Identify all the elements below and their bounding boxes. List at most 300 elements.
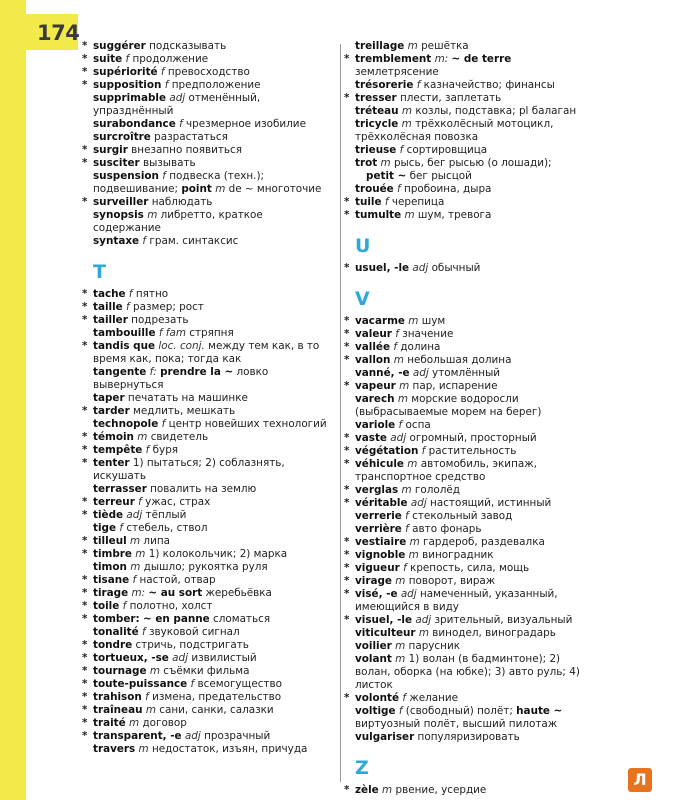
dictionary-entry bbox=[82, 613, 327, 626]
grammar-label: m bbox=[404, 209, 415, 221]
headword: verrière bbox=[355, 523, 402, 535]
grammar-label: adj bbox=[169, 92, 186, 104]
translation: звуковой сигнал bbox=[148, 626, 240, 638]
dictionary-entry bbox=[344, 53, 590, 79]
headword: verrerie bbox=[355, 510, 402, 522]
headword: virage bbox=[355, 575, 392, 587]
translation: измена, предательство bbox=[152, 691, 282, 703]
grammar-label: m bbox=[418, 627, 429, 639]
translation: 1) колокольчик; 2) марка bbox=[148, 548, 288, 560]
headword: tumulte bbox=[355, 209, 402, 221]
translation: грам. синтаксис bbox=[149, 235, 239, 247]
section-letter: V bbox=[355, 288, 370, 310]
headword: terrasser bbox=[93, 483, 147, 495]
translation: казначейство; финансы bbox=[423, 79, 555, 91]
dictionary-entry bbox=[344, 118, 590, 144]
phrase: ~ en panne bbox=[143, 613, 210, 625]
translation: автомобиль, экипаж, транспортное средство bbox=[355, 458, 537, 483]
translation: тёплый bbox=[145, 509, 187, 521]
headword: taille bbox=[93, 301, 123, 313]
grammar-label: f bbox=[416, 79, 421, 91]
dictionary-entry bbox=[344, 380, 590, 393]
dictionary-entry bbox=[344, 432, 590, 445]
headword: treillage bbox=[355, 40, 405, 52]
translation: извилистый bbox=[191, 652, 257, 664]
dictionary-entry bbox=[344, 341, 590, 354]
headword: travers bbox=[93, 743, 136, 755]
headword: timbre bbox=[93, 548, 132, 560]
translation: внезапно появиться bbox=[131, 144, 243, 156]
translation: сломаться bbox=[213, 613, 271, 625]
headword: usuel, -le bbox=[355, 262, 410, 274]
headword: viticulteur bbox=[355, 627, 416, 639]
grammar-label: m bbox=[409, 536, 420, 548]
dictionary-entry bbox=[82, 92, 327, 118]
translation: чрезмерное изобилие bbox=[186, 118, 306, 130]
translation: жеребьёвка bbox=[205, 587, 272, 599]
grammar-label: f bbox=[398, 419, 403, 431]
translation: рвение, усердие bbox=[395, 784, 487, 796]
headword: tortueux, -se bbox=[93, 652, 169, 664]
headword: suspension bbox=[93, 170, 159, 182]
headword: tirage bbox=[93, 587, 129, 599]
translation: оспа bbox=[405, 419, 431, 431]
translation: значение bbox=[402, 328, 454, 340]
translation: популяризировать bbox=[417, 731, 520, 743]
translation: козлы, подставка; pl балаган bbox=[415, 105, 577, 117]
dictionary-entry bbox=[82, 209, 327, 235]
dictionary-entry bbox=[344, 614, 590, 627]
dictionary-entry bbox=[344, 510, 590, 523]
translation: разрастаться bbox=[154, 131, 228, 143]
dictionary-entry bbox=[82, 574, 327, 587]
dictionary-entry bbox=[344, 209, 590, 222]
translation: виноградник bbox=[422, 549, 494, 561]
dictionary-entry bbox=[82, 53, 327, 66]
headword: tailler bbox=[93, 314, 128, 326]
dictionary-entry bbox=[344, 536, 590, 549]
grammar-label: m bbox=[397, 393, 408, 405]
dictionary-entry bbox=[344, 784, 590, 797]
dictionary-entry bbox=[82, 327, 327, 340]
headword: vacarme bbox=[355, 315, 405, 327]
grammar-label: m bbox=[130, 561, 141, 573]
headword: tige bbox=[93, 522, 117, 534]
translation: поворот, вираж bbox=[408, 575, 496, 587]
section-letter: U bbox=[355, 235, 371, 257]
translation: гололёд bbox=[414, 484, 460, 496]
headword: supériorité bbox=[93, 66, 158, 78]
dictionary-entry bbox=[344, 731, 590, 744]
grammar-label: adj bbox=[400, 588, 417, 600]
headword: tricycle bbox=[355, 118, 399, 130]
headword: vallée bbox=[355, 341, 391, 353]
dictionary-entry bbox=[344, 144, 590, 157]
headword: suite bbox=[93, 53, 123, 65]
grammar-label: f bbox=[405, 523, 409, 535]
dictionary-entry bbox=[82, 652, 327, 665]
grammar-label: m bbox=[145, 704, 156, 716]
headword: volonté bbox=[355, 692, 400, 704]
headword: volant bbox=[355, 653, 392, 665]
translation: прозрачный bbox=[204, 730, 271, 742]
translation: свидетель bbox=[150, 431, 209, 443]
dictionary-entry bbox=[344, 484, 590, 497]
grammar-label: f bbox=[402, 692, 407, 704]
headword: zèle bbox=[355, 784, 379, 796]
dictionary-entry bbox=[82, 157, 327, 170]
grammar-label: m bbox=[395, 653, 406, 665]
translation: настоящий, истинный bbox=[430, 497, 552, 509]
dictionary-entry bbox=[82, 626, 327, 639]
dictionary-entry bbox=[82, 235, 327, 248]
translation: либретто, краткое содержание bbox=[93, 209, 263, 234]
headword: tisane bbox=[93, 574, 130, 586]
translation: желание bbox=[409, 692, 459, 704]
headword: vignoble bbox=[355, 549, 406, 561]
translation: растительность bbox=[428, 445, 517, 457]
dictionary-entry bbox=[82, 418, 327, 431]
dictionary-entry bbox=[82, 704, 327, 717]
translation: стричь, подстригать bbox=[135, 639, 249, 651]
grammar-label: m bbox=[138, 743, 149, 755]
grammar-label: f bbox=[395, 328, 399, 340]
headword: voltige bbox=[355, 705, 396, 717]
grammar-label: f bbox=[164, 79, 169, 91]
grammar-label: f bbox=[399, 144, 404, 156]
translation: намеченный, указанный, имеющийся в виду bbox=[355, 588, 558, 613]
dictionary-entry bbox=[82, 509, 327, 522]
dictionary-entry bbox=[82, 340, 327, 366]
headword: terreur bbox=[93, 496, 135, 508]
dictionary-entry bbox=[344, 40, 590, 53]
dictionary-entry bbox=[344, 328, 590, 341]
dictionary-entry bbox=[344, 523, 590, 536]
dictionary-entry bbox=[82, 301, 327, 314]
headword: voilier bbox=[355, 640, 392, 652]
grammar-label: loc. conj. bbox=[158, 340, 205, 352]
dictionary-entry bbox=[82, 665, 327, 678]
translation: рысь, бег рысью (о лошади); bbox=[393, 157, 552, 169]
headword: tremblement bbox=[355, 53, 432, 65]
dictionary-entry bbox=[82, 639, 327, 652]
dictionary-entry bbox=[82, 392, 327, 405]
dictionary-entry bbox=[82, 431, 327, 444]
grammar-label: f bbox=[125, 53, 130, 65]
dictionary-entry bbox=[344, 315, 590, 328]
grammar-label: f bbox=[393, 341, 397, 353]
dictionary-entry bbox=[82, 522, 327, 535]
headword: trésorerie bbox=[355, 79, 414, 91]
grammar-label: m bbox=[382, 784, 393, 796]
headword: tache bbox=[93, 288, 126, 300]
dictionary-entry bbox=[82, 405, 327, 418]
headword: taper bbox=[93, 392, 125, 404]
headword: tarder bbox=[93, 405, 130, 417]
translation: плести, заплетать bbox=[400, 92, 502, 104]
grammar-label: f bbox=[119, 522, 123, 534]
grammar-label: adj bbox=[172, 652, 189, 664]
translation: отменённый, упразднённый bbox=[93, 92, 261, 117]
headword: tréteau bbox=[355, 105, 399, 117]
phrase: point bbox=[181, 183, 212, 195]
dictionary-entry bbox=[344, 575, 590, 588]
translation: пробоина, дыра bbox=[404, 183, 492, 195]
column-divider bbox=[340, 44, 341, 782]
dictionary-entry bbox=[82, 561, 327, 574]
grammar-label: f bbox=[405, 510, 409, 522]
headword: vulgariser bbox=[355, 731, 415, 743]
dictionary-entry bbox=[344, 705, 590, 731]
grammar-label: m bbox=[215, 183, 226, 195]
translation: пар, испарение bbox=[412, 380, 498, 392]
dictionary-entry bbox=[82, 288, 327, 301]
headword: surgir bbox=[93, 144, 128, 156]
dictionary-entry bbox=[344, 157, 590, 170]
dictionary-entry bbox=[344, 445, 590, 458]
grammar-label: adj bbox=[415, 614, 432, 626]
grammar-label: m bbox=[129, 717, 140, 729]
headword: petit ~ bbox=[366, 170, 407, 182]
translation: буря bbox=[152, 444, 179, 456]
dictionary-entry bbox=[82, 366, 327, 392]
headword: traité bbox=[93, 717, 126, 729]
headword: vanné, -e bbox=[355, 367, 410, 379]
grammar-label: f bbox=[145, 444, 150, 456]
dictionary-entry bbox=[344, 627, 590, 640]
grammar-label: m bbox=[408, 315, 419, 327]
translation: 1) волан (в бадминтоне); 2) волан, оборка (на юбке); 3) авто руль; 4) листок bbox=[355, 653, 580, 691]
grammar-label: f bbox=[122, 600, 127, 612]
headword: susciter bbox=[93, 157, 140, 169]
headword: trahison bbox=[93, 691, 142, 703]
dictionary-entry bbox=[344, 458, 590, 484]
headword: végétation bbox=[355, 445, 419, 457]
translation: виртуозный полёт, высший пилотаж bbox=[355, 718, 558, 730]
translation: вызывать bbox=[142, 157, 196, 169]
translation: огромный, просторный bbox=[409, 432, 537, 444]
dictionary-entry bbox=[344, 170, 590, 183]
grammar-label: f bbox=[421, 445, 426, 457]
grammar-label: f bbox=[190, 678, 195, 690]
translation: морские водоросли (выбрасываемые морем на берег) bbox=[355, 393, 542, 418]
headword: véritable bbox=[355, 497, 408, 509]
grammar-label: adj bbox=[412, 367, 429, 379]
translation: авто фонарь bbox=[412, 523, 482, 535]
translation: съёмки фильма bbox=[163, 665, 250, 677]
translation: утомлённый bbox=[432, 367, 501, 379]
translation: сани, санки, салазки bbox=[159, 704, 274, 716]
dictionary-entry bbox=[344, 692, 590, 705]
grammar-label: f bbox=[161, 418, 166, 430]
headword: tilleul bbox=[93, 535, 127, 547]
grammar-label: adj bbox=[410, 497, 427, 509]
translation: крепость, сила, мощь bbox=[410, 562, 530, 574]
translation: стекольный завод bbox=[412, 510, 513, 522]
grammar-label: f fam bbox=[158, 327, 186, 339]
dictionary-entry bbox=[344, 354, 590, 367]
translation: обычный bbox=[431, 262, 481, 274]
grammar-label: f bbox=[142, 235, 147, 247]
translation: подрезать bbox=[131, 314, 189, 326]
headword: syntaxe bbox=[93, 235, 140, 247]
headword: tiède bbox=[93, 509, 124, 521]
grammar-label: m bbox=[147, 209, 158, 221]
grammar-label: f bbox=[403, 562, 407, 574]
dictionary-entry bbox=[82, 678, 327, 691]
grammar-label: m bbox=[393, 354, 404, 366]
headword: supprimable bbox=[93, 92, 167, 104]
grammar-label: f: bbox=[149, 366, 157, 378]
translation: (свободный) полёт; bbox=[405, 705, 513, 717]
translation: дышло; рукоятка руля bbox=[143, 561, 268, 573]
grammar-label: f bbox=[141, 626, 146, 638]
grammar-label: m bbox=[149, 665, 160, 677]
dictionary-entry bbox=[344, 549, 590, 562]
grammar-label: m bbox=[401, 484, 412, 496]
headword: vaste bbox=[355, 432, 387, 444]
translation: всемогущество bbox=[197, 678, 282, 690]
translation: черепица bbox=[391, 196, 445, 208]
headword: vestiaire bbox=[355, 536, 407, 548]
grammar-label: m bbox=[408, 549, 419, 561]
dictionary-entry bbox=[82, 118, 327, 131]
grammar-label: f bbox=[145, 691, 149, 703]
translation: между тем как, в то время как, пока; тогда как bbox=[93, 340, 320, 365]
translation: печатать на машинке bbox=[127, 392, 248, 404]
headword: variole bbox=[355, 419, 396, 431]
translation: шум, тревога bbox=[417, 209, 492, 221]
translation: липа bbox=[143, 535, 170, 547]
dictionary-entry bbox=[82, 691, 327, 704]
translation: наблюдать bbox=[151, 196, 213, 208]
translation: гардероб, раздевалка bbox=[423, 536, 545, 548]
dictionary-entry bbox=[82, 496, 327, 509]
headword: suggérer bbox=[93, 40, 146, 52]
headword: tresser bbox=[355, 92, 397, 104]
headword: tonalité bbox=[93, 626, 139, 638]
headword: toute-puissance bbox=[93, 678, 188, 690]
grammar-label: m bbox=[395, 575, 406, 587]
headword: témoin bbox=[93, 431, 134, 443]
grammar-label: m: bbox=[131, 587, 146, 599]
grammar-label: adj bbox=[184, 730, 201, 742]
dictionary-entry bbox=[82, 66, 327, 79]
translation: недостаток, изъян, причуда bbox=[151, 743, 308, 755]
translation: превосходство bbox=[167, 66, 250, 78]
headword: varech bbox=[355, 393, 395, 405]
headword: tangente bbox=[93, 366, 147, 378]
grammar-label: m: bbox=[434, 53, 449, 65]
grammar-label: f bbox=[397, 183, 401, 195]
phrase: haute ~ bbox=[516, 705, 563, 717]
dictionary-entry bbox=[82, 548, 327, 561]
dictionary-entry bbox=[344, 640, 590, 653]
grammar-label: f bbox=[126, 301, 130, 313]
headword: trouée bbox=[355, 183, 394, 195]
dictionary-entry bbox=[344, 79, 590, 92]
headword: tondre bbox=[93, 639, 133, 651]
grammar-label: m bbox=[407, 458, 418, 470]
translation: парусник bbox=[408, 640, 460, 652]
dictionary-entry bbox=[82, 483, 327, 496]
translation: бег рысцой bbox=[409, 170, 472, 182]
translation: ужас, страх bbox=[145, 496, 211, 508]
headword: traîneau bbox=[93, 704, 143, 716]
grammar-label: m bbox=[135, 548, 146, 560]
dictionary-entry bbox=[82, 196, 327, 209]
dictionary-entry bbox=[82, 144, 327, 157]
headword: véhicule bbox=[355, 458, 404, 470]
translation: сортировщица bbox=[406, 144, 488, 156]
translation: подвеска (техн.); подвешивание; bbox=[93, 170, 265, 195]
dictionary-entry bbox=[344, 183, 590, 196]
headword: transparent, -e bbox=[93, 730, 182, 742]
translation: предположение bbox=[171, 79, 261, 91]
dictionary-entry bbox=[344, 562, 590, 575]
grammar-label: m bbox=[407, 40, 418, 52]
grammar-label: f bbox=[384, 196, 389, 208]
headword: surabondance bbox=[93, 118, 176, 130]
dictionary-entry bbox=[82, 457, 327, 483]
translation: зрительный, визуальный bbox=[434, 614, 573, 626]
translation: повалить на землю bbox=[150, 483, 257, 495]
headword: vallon bbox=[355, 354, 391, 366]
translation: подсказывать bbox=[149, 40, 227, 52]
dictionary-entry bbox=[344, 497, 590, 510]
right-column bbox=[344, 40, 590, 797]
grammar-label: f bbox=[179, 118, 183, 130]
translation: продолжение bbox=[132, 53, 209, 65]
phrase: ~ au sort bbox=[148, 587, 203, 599]
grammar-label: m bbox=[380, 157, 391, 169]
translation: de ~ многоточие bbox=[228, 183, 322, 195]
headword: tambouille bbox=[93, 327, 156, 339]
translation: землетрясение bbox=[355, 66, 439, 78]
dictionary-entry bbox=[344, 367, 590, 380]
section-letter: Z bbox=[355, 757, 369, 779]
grammar-label: m bbox=[401, 118, 412, 130]
headword: vigueur bbox=[355, 562, 400, 574]
translation: 1) пытаться; 2) соблазнять, искушать bbox=[93, 457, 285, 482]
headword: supposition bbox=[93, 79, 162, 91]
headword: surveiller bbox=[93, 196, 149, 208]
grammar-label: adj bbox=[390, 432, 407, 444]
headword: trot bbox=[355, 157, 378, 169]
dictionary-entry bbox=[82, 587, 327, 600]
headword: tuile bbox=[355, 196, 382, 208]
headword: vapeur bbox=[355, 380, 396, 392]
translation: центр новейших технологий bbox=[168, 418, 327, 430]
dictionary-entry bbox=[344, 196, 590, 209]
grammar-label: m bbox=[137, 431, 148, 443]
translation: винодел, виноградарь bbox=[432, 627, 556, 639]
phrase: prendre la ~ bbox=[160, 366, 234, 378]
dictionary-entry bbox=[82, 600, 327, 613]
headword: tempête bbox=[93, 444, 143, 456]
translation: небольшая долина bbox=[407, 354, 512, 366]
translation: пятно bbox=[135, 288, 169, 300]
grammar-label: f bbox=[132, 574, 137, 586]
headword: trieuse bbox=[355, 144, 397, 156]
translation: шум bbox=[421, 315, 446, 327]
dictionary-entry bbox=[82, 444, 327, 457]
dictionary-entry bbox=[82, 743, 327, 756]
translation: трёхколёсный мотоцикл, трёхколёсная повозка bbox=[355, 118, 554, 143]
headword: visuel, -le bbox=[355, 614, 413, 626]
headword: tomber: bbox=[93, 613, 140, 625]
dictionary-entry bbox=[82, 535, 327, 548]
